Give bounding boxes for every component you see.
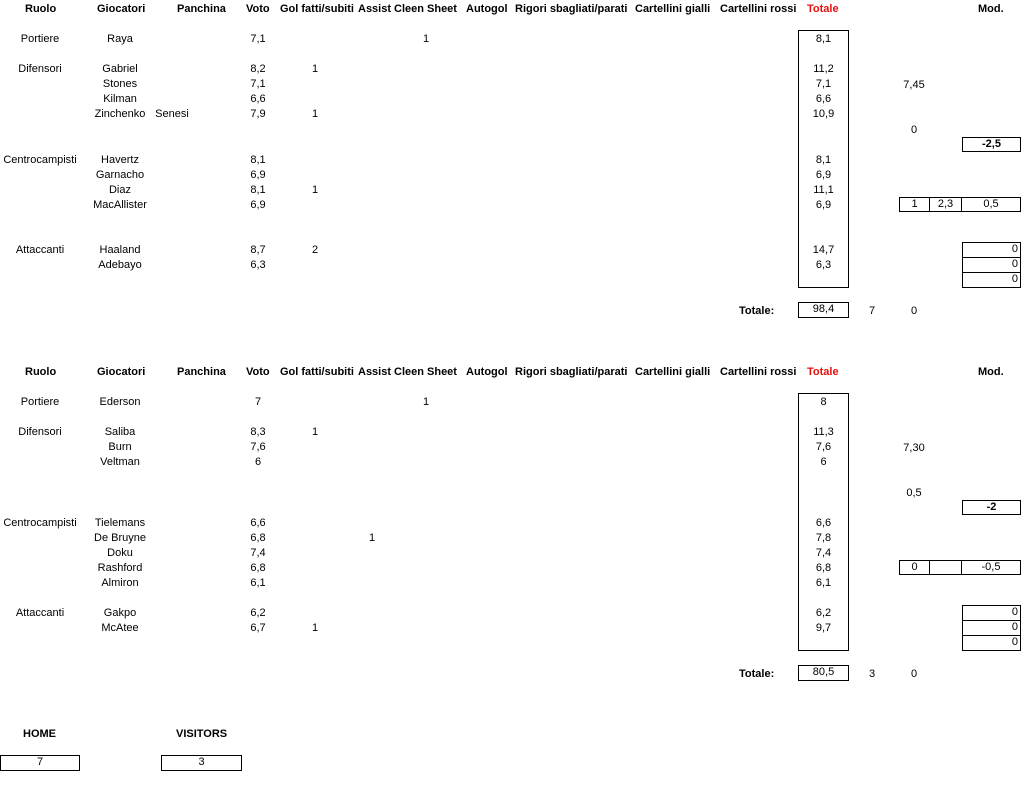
header-panchina: Panchina	[177, 366, 226, 378]
player-voto: 6,8	[250, 562, 266, 574]
player-name: De Bruyne	[94, 532, 146, 544]
player-totale: 6,6	[815, 93, 832, 105]
player-gol: 2	[311, 244, 319, 256]
mod-row-cell: 0	[899, 560, 930, 575]
header-autogol: Autogol	[466, 366, 508, 378]
player-name: Zinchenko	[94, 108, 146, 120]
player-voto: 7,1	[250, 78, 266, 90]
side-value: 0,5	[906, 487, 922, 499]
player-voto: 7,6	[250, 441, 266, 453]
attack-mod-cell: 0	[962, 605, 1021, 621]
player-totale: 7,8	[815, 532, 832, 544]
player-totale: 6,9	[815, 169, 832, 181]
header-giocatori: Giocatori	[97, 366, 146, 378]
role-difensori: Difensori	[18, 426, 62, 438]
player-name: Haaland	[99, 244, 141, 256]
totale-label: Totale:	[739, 305, 775, 317]
visitors-score-cell: 3	[161, 755, 242, 771]
player-totale: 6,8	[815, 562, 832, 574]
mod-total-cell: -2,5	[962, 137, 1021, 152]
header-ruolo: Ruolo	[25, 366, 57, 378]
player-gol: 1	[311, 184, 319, 196]
header-rigori: Rigori sbagliati/parati	[515, 3, 628, 15]
side-value: 0	[910, 124, 918, 136]
header-assist: Assist	[358, 3, 392, 15]
header-autogol: Autogol	[466, 3, 508, 15]
player-voto: 6,8	[250, 532, 266, 544]
player-totale: 11,3	[813, 426, 834, 438]
team-goals: 7	[868, 305, 876, 317]
header-clean-sheet: Cleen Sheet	[394, 3, 457, 15]
player-name: Almiron	[101, 577, 139, 589]
player-voto: 6,6	[250, 517, 266, 529]
mod-row-cell	[929, 560, 962, 575]
grand-total-cell: 98,4	[798, 302, 849, 318]
player-voto: 8,7	[250, 244, 266, 256]
player-gol: 1	[311, 108, 319, 120]
header-mod: Mod.	[978, 366, 1004, 378]
player-voto: 6,6	[250, 93, 266, 105]
header-gol: Gol fatti/subiti	[280, 3, 354, 15]
player-name: Adebayo	[98, 259, 142, 271]
player-voto: 6	[254, 456, 262, 468]
header-panchina: Panchina	[177, 3, 226, 15]
role-portiere: Portiere	[20, 33, 60, 45]
player-voto: 8,2	[250, 63, 266, 75]
header-rigori: Rigori sbagliati/parati	[515, 366, 628, 378]
player-totale: 6,6	[815, 517, 832, 529]
header-totale: Totale	[807, 366, 839, 378]
attack-mod-cell: 0	[962, 272, 1021, 288]
role-centrocampisti: Centrocampisti	[3, 154, 77, 166]
header-gialli: Cartellini gialli	[635, 3, 711, 15]
player-name: Tielemans	[94, 517, 146, 529]
player-totale: 8	[820, 396, 827, 408]
player-totale: 6,1	[815, 577, 832, 589]
player-clean-sheet: 1	[422, 396, 430, 408]
player-name: Saliba	[104, 426, 136, 438]
player-totale: 8,1	[815, 33, 832, 45]
role-centrocampisti: Centrocampisti	[3, 517, 77, 529]
header-rossi: Cartellini rossi	[720, 366, 797, 378]
player-gol: 1	[311, 622, 319, 634]
player-voto: 6,1	[250, 577, 266, 589]
player-voto: 8,3	[250, 426, 266, 438]
mod-row-cell: 2,3	[929, 197, 962, 212]
mod-row-cell: 0,5	[961, 197, 1021, 212]
player-gol: 1	[311, 63, 319, 75]
player-totale: 6,9	[815, 199, 832, 211]
player-voto: 8,1	[250, 184, 266, 196]
mod-row-cell: -0,5	[961, 560, 1021, 575]
header-totale: Totale	[807, 3, 839, 15]
role-attaccanti: Attaccanti	[15, 607, 65, 619]
player-name: Burn	[108, 441, 132, 453]
extra-value: 0	[910, 305, 918, 317]
grand-total-cell: 80,5	[798, 665, 849, 681]
role-difensori: Difensori	[18, 63, 62, 75]
player-name: Rashford	[97, 562, 143, 574]
player-voto: 6,7	[250, 622, 266, 634]
visitors-label: VISITORS	[176, 728, 228, 740]
player-voto: 8,1	[250, 154, 266, 166]
player-totale: 7,4	[815, 547, 832, 559]
attack-mod-cell: 0	[962, 242, 1021, 258]
player-gol: 1	[311, 426, 319, 438]
header-giocatori: Giocatori	[97, 3, 146, 15]
player-name: Veltman	[100, 456, 140, 468]
player-totale: 9,7	[815, 622, 832, 634]
player-totale: 7,6	[815, 441, 832, 453]
header-gialli: Cartellini gialli	[635, 366, 711, 378]
mod-total-cell: -2	[962, 500, 1021, 515]
player-name: Raya	[107, 33, 133, 45]
player-name: Havertz	[101, 154, 139, 166]
defense-average: 7,45	[903, 79, 925, 91]
player-totale: 6,3	[815, 259, 832, 271]
player-name: Stones	[102, 78, 138, 90]
header-ruolo: Ruolo	[25, 3, 57, 15]
player-name: Gakpo	[103, 607, 137, 619]
attack-mod-cell: 0	[962, 257, 1021, 273]
player-voto: 6,3	[250, 259, 266, 271]
player-assist: 1	[368, 532, 376, 544]
player-voto: 6,9	[250, 199, 266, 211]
player-name: Doku	[107, 547, 133, 559]
player-name: MacAllister	[93, 199, 147, 211]
player-clean-sheet: 1	[422, 33, 430, 45]
header-rossi: Cartellini rossi	[720, 3, 797, 15]
extra-value: 0	[910, 668, 918, 680]
header-clean-sheet: Cleen Sheet	[394, 366, 457, 378]
header-mod: Mod.	[978, 3, 1004, 15]
player-totale: 6,2	[815, 607, 832, 619]
defense-average: 7,30	[903, 442, 925, 454]
home-label: HOME	[23, 728, 56, 740]
header-voto: Voto	[246, 366, 270, 378]
player-name: Ederson	[99, 396, 141, 408]
player-voto: 6,2	[250, 607, 266, 619]
header-assist: Assist	[358, 366, 392, 378]
attack-mod-cell: 0	[962, 620, 1021, 636]
header-gol: Gol fatti/subiti	[280, 366, 354, 378]
player-totale: 6	[820, 456, 827, 468]
player-bench: Senesi	[155, 108, 189, 120]
player-name: McAtee	[101, 622, 139, 634]
player-voto: 7	[254, 396, 262, 408]
player-voto: 7,4	[250, 547, 266, 559]
player-name: Kilman	[103, 93, 137, 105]
team-goals: 3	[868, 668, 876, 680]
header-voto: Voto	[246, 3, 270, 15]
home-score-cell: 7	[0, 755, 80, 771]
player-totale: 14,7	[812, 244, 835, 256]
role-portiere: Portiere	[20, 396, 60, 408]
totale-label: Totale:	[739, 668, 775, 680]
mod-row-cell: 1	[899, 197, 930, 212]
player-voto: 7,1	[250, 33, 266, 45]
player-name: Garnacho	[95, 169, 145, 181]
player-totale: 10,9	[812, 108, 835, 120]
role-attaccanti: Attaccanti	[15, 244, 65, 256]
player-totale: 11,1	[813, 184, 834, 196]
player-name: Gabriel	[102, 63, 138, 75]
player-totale: 11,2	[813, 63, 834, 75]
player-totale: 8,1	[815, 154, 832, 166]
player-voto: 6,9	[250, 169, 266, 181]
player-totale: 7,1	[815, 78, 832, 90]
attack-mod-cell: 0	[962, 635, 1021, 651]
player-voto: 7,9	[250, 108, 266, 120]
player-name: Diaz	[108, 184, 131, 196]
